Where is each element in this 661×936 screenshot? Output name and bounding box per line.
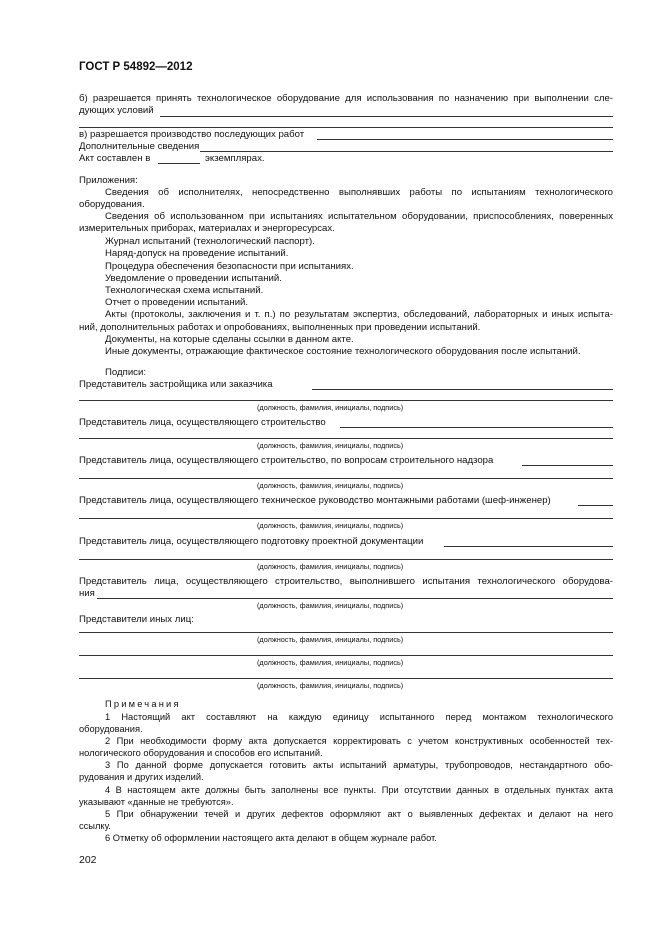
conditions-fill-line-2[interactable] <box>79 127 613 128</box>
attachment-item: Уведомление о проведении испытаний. <box>105 273 282 284</box>
attachment-item: Акты (протоколы, заключения и т. п.) по результатам экспертиз, обследований, лабораторных и иных испыта- <box>105 309 613 320</box>
note-line: 3 По данной форме допускается готовить акты испытаний арматуры, трубопроводов, нестандартного обо- <box>105 760 613 770</box>
attachment-item: Документы, на которые сделаны ссылки в данном акте. <box>105 334 354 345</box>
note-line: рудования и других изделий. <box>79 772 204 782</box>
signature-caption: (должность, фамилия, инициалы, подпись) <box>257 681 404 690</box>
signature-fill-line[interactable] <box>79 438 613 439</box>
signature-caption: (должность, фамилия, инициалы, подпись) <box>257 521 404 530</box>
signature-caption: (должность, фамилия, инициалы, подпись) <box>257 601 404 610</box>
tester-representative-line2: ния <box>79 588 95 599</box>
signature-fill-line[interactable] <box>97 598 613 599</box>
tester-representative-line1: Представитель лица, осуществляющего строительство, выполнившего испытания технологического оборудова- <box>79 576 613 587</box>
note-line: указывают «данные не требуются». <box>79 797 234 807</box>
signature-caption: (должность, фамилия, инициалы, подпись) <box>257 403 404 412</box>
note-line: 5 При обнаружении течей и других дефектов оформляют акт о выявленных дефектах и делают на него <box>105 809 613 819</box>
other-representatives-label: Представители иных лиц: <box>79 614 194 625</box>
signature-fill-line[interactable] <box>578 505 613 506</box>
attachments-heading: Приложения: <box>79 175 138 186</box>
representative-label: Представитель лица, осуществляющего строительство, по вопросам строительного надзора <box>79 455 494 466</box>
attachment-item: Наряд-допуск на проведение испытаний. <box>105 248 289 259</box>
attachment-item: ний, дополнительных работах и опробованиях, выполненных при проведении испытаний. <box>79 322 481 333</box>
signature-caption: (должность, фамилия, инициалы, подпись) <box>257 658 404 667</box>
signatures-heading: Подписи: <box>105 367 146 378</box>
note-line: ссылку. <box>79 821 111 831</box>
signature-caption: (должность, фамилия, инициалы, подпись) <box>257 441 404 450</box>
signature-fill-line[interactable] <box>79 400 613 401</box>
note-line: 6 Отметку об оформлении настоящего акта делают в общем журнале работ. <box>105 833 437 843</box>
note-line: 1 Настоящий акт составляют на каждую единицу испытанного перед монтажом технологического <box>105 712 613 722</box>
note-line: 2 При необходимости форму акта допускается корректировать с учетом конструктивных особенностей тех- <box>105 736 613 746</box>
signature-fill-line[interactable] <box>79 518 613 519</box>
representative-label: Представитель лица, осуществляющего строительство <box>79 417 326 428</box>
note-line: нологического оборудования и способов его испытаний. <box>79 748 323 758</box>
section-v-text: в) разрешается производство последующих работ <box>79 129 305 140</box>
representative-label: Представитель лица, осуществляющего подготовку проектной документации <box>79 536 424 547</box>
notes-heading: Примечания <box>105 699 181 709</box>
copies-count-fill-line[interactable] <box>158 163 200 164</box>
signature-fill-line[interactable] <box>522 465 613 466</box>
signature-caption: (должность, фамилия, инициалы, подпись) <box>257 635 404 644</box>
attachment-item: Процедура обеспечения безопасности при испытаниях. <box>105 261 354 272</box>
section-b-line2: дующих условий <box>79 105 154 116</box>
page-header-title: ГОСТ Р 54892—2012 <box>79 61 193 73</box>
signature-fill-line[interactable] <box>79 678 613 679</box>
attachment-item: Технологическая схема испытаний. <box>105 285 264 296</box>
attachment-item: Сведения об исполнителях, непосредственно выполнявших работы по испытаниям технологического <box>105 187 613 198</box>
attachment-item: Сведения об использованном при испытаниях испытательном оборудовании, приспособлениях, поверенных <box>105 211 613 222</box>
signature-fill-line[interactable] <box>79 655 613 656</box>
representative-label: Представитель лица, осуществляющего техническое руководство монтажными работами (шеф-инженер) <box>79 495 551 506</box>
attachment-item: Журнал испытаний (технологический паспорт). <box>105 236 315 247</box>
section-b-line1: б) разрешается принять технологическое оборудование для использования по назначению при выполнении сле- <box>79 93 613 104</box>
signature-fill-line[interactable] <box>340 427 613 428</box>
attachment-item: Отчет о проведении испытаний. <box>105 297 249 308</box>
attachment-item: измерительных приборах, материалах и энергоресурсах. <box>79 223 335 234</box>
signature-fill-line[interactable] <box>79 478 613 479</box>
attachment-item: оборудования. <box>79 199 145 210</box>
note-line: оборудования. <box>79 724 143 734</box>
signature-caption: (должность, фамилия, инициалы, подпись) <box>257 481 404 490</box>
conditions-fill-line[interactable] <box>160 116 613 117</box>
signature-fill-line[interactable] <box>79 559 613 560</box>
signature-caption: (должность, фамилия, инициалы, подпись) <box>257 562 404 571</box>
page-number: 202 <box>79 854 97 866</box>
note-line: 4 В настоящем акте должны быть заполнены все пункты. При отсутствии данных в отдельных пунктах акта <box>105 785 613 795</box>
representative-label: Представитель застройщика или заказчика <box>79 379 273 390</box>
signature-fill-line[interactable] <box>312 389 613 390</box>
copies-prefix: Акт составлен в <box>79 153 151 164</box>
copies-suffix: экземплярах. <box>205 153 265 164</box>
attachment-item: Иные документы, отражающие фактическое состояние технологического оборудования после испытаний. <box>105 346 581 357</box>
subsequent-works-fill-line[interactable] <box>317 139 613 140</box>
extra-info-label: Дополнительные сведения <box>79 141 200 152</box>
signature-fill-line[interactable] <box>79 632 613 633</box>
extra-info-fill-line[interactable] <box>200 151 613 152</box>
signature-fill-line[interactable] <box>444 546 613 547</box>
